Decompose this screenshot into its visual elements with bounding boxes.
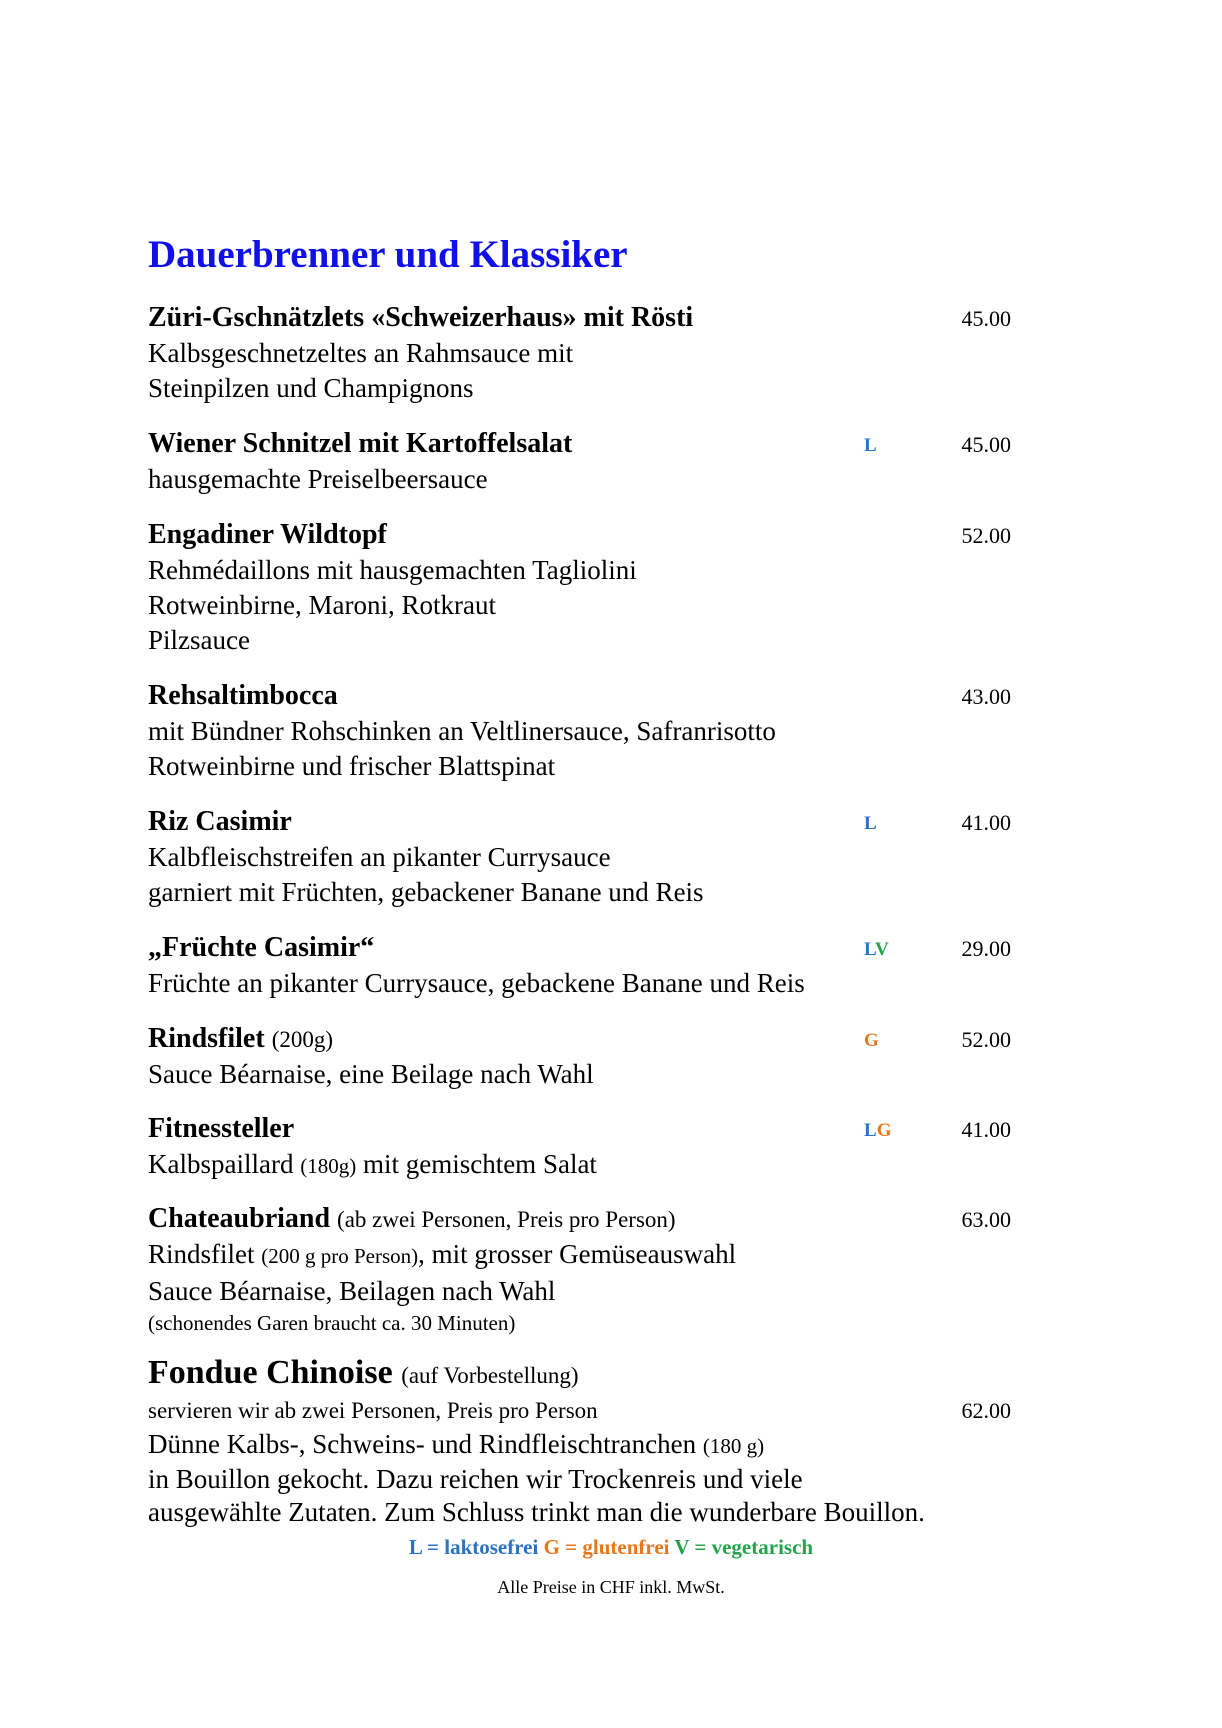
item-price: 41.00 [961, 810, 1011, 835]
lactose-free-badge: L [864, 813, 877, 834]
item-description-line [148, 1428, 1048, 1463]
gluten-free-badge: G [876, 1120, 892, 1141]
legend-lactose-free: L = laktosefrei [408, 1535, 539, 1559]
menu-item-rindsfilet [148, 1021, 1048, 1092]
item-price: 52.00 [961, 523, 1011, 548]
item-description-text: Kalbspaillard [148, 1149, 294, 1179]
item-description-line [148, 1237, 1048, 1274]
item-title: Wiener Schnitzel mit Kartoffelsalat [148, 428, 573, 459]
item-description-text: , mit grosser Gemüseauswahl [418, 1239, 737, 1269]
menu-item-chateaubriand [148, 1201, 1048, 1337]
item-order-note: (auf Vorbestellung) [401, 1363, 579, 1388]
item-title-text: Chateaubriand [148, 1203, 331, 1234]
item-description-line: Sauce Béarnaise, Beilagen nach Wahl [148, 1276, 556, 1306]
menu-item-fruechte-casimir [148, 930, 1048, 1001]
item-description-text: mit gemischtem Salat [362, 1149, 597, 1179]
item-price: 62.00 [961, 1398, 1011, 1423]
menu-item-zueri-gschnaetzlets [148, 300, 1048, 406]
item-title: Riz Casimir [148, 806, 292, 837]
item-description-line [148, 1147, 1048, 1184]
diet-badges [864, 1117, 891, 1145]
item-title: „Früchte Casimir“ [148, 932, 375, 963]
item-description-line: Steinpilzen und Champignons [148, 373, 474, 403]
item-price: 29.00 [961, 936, 1011, 961]
item-price: 45.00 [961, 306, 1011, 331]
diet-badges [864, 936, 889, 964]
item-price: 41.00 [961, 1117, 1011, 1142]
item-description-line: Kalbsgeschnetzeltes an Rahmsauce mit [148, 338, 574, 368]
item-title [148, 1021, 1048, 1057]
item-title: Engadiner Wildtopf [148, 519, 387, 550]
item-title: Fitnessteller [148, 1113, 295, 1144]
item-title [148, 1201, 1048, 1237]
item-description-line: Pilzsauce [148, 625, 250, 655]
item-description-line: Sauce Béarnaise, eine Beilage nach Wahl [148, 1059, 594, 1089]
diet-legend [0, 1535, 1222, 1560]
legend-vegetarian: V = vegetarisch [674, 1535, 814, 1559]
menu-item-riz-casimir [148, 804, 1048, 910]
lactose-free-badge: L [864, 435, 877, 456]
item-description-line: Rotweinbirne und frischer Blattspinat [148, 751, 556, 781]
menu-item-wiener-schnitzel [148, 426, 1048, 497]
item-description-text: Dünne Kalbs-, Schweins- und Rindfleischtranchen [148, 1429, 697, 1459]
item-weight-note: (180 g) [702, 1434, 765, 1458]
item-description-text: Rindsfilet [148, 1239, 255, 1269]
item-description-line: mit Bündner Rohschinken an Veltlinersauce, Safranrisotto [148, 716, 776, 746]
item-description-line: Kalbfleischstreifen an pikanter Currysauce [148, 842, 611, 872]
item-description-line: garniert mit Früchten, gebackener Banane und Reis [148, 877, 704, 907]
item-description-line: servieren wir ab zwei Personen, Preis pro Person [148, 1398, 598, 1423]
item-price: 52.00 [961, 1027, 1011, 1052]
menu-item-fitnessteller [148, 1111, 1048, 1184]
item-title: Rehsaltimbocca [148, 680, 338, 711]
gluten-free-badge: G [864, 1030, 879, 1051]
item-title: Züri-Gschnätzlets «Schweizerhaus» mit Rösti [148, 302, 694, 333]
price-footnote: Alle Preise in CHF inkl. MwSt. [497, 1577, 725, 1597]
item-weight-note: (180g) [300, 1154, 357, 1178]
item-title-text: Fondue Chinoise [148, 1354, 393, 1391]
vegetarian-badge: V [874, 939, 889, 960]
item-description-line: Rehmédaillons mit hausgemachten Tagliolini [148, 555, 637, 585]
item-title [148, 1352, 1048, 1394]
item-weight-note: (200g) [271, 1027, 334, 1052]
item-title-text: Rindsfilet [148, 1023, 265, 1054]
page-title: Dauerbrenner und Klassiker [148, 233, 628, 276]
menu-item-fondue-chinoise [148, 1352, 1048, 1529]
menu-item-rehsaltimbocca [148, 678, 1048, 784]
menu-item-engadiner-wildtopf [148, 517, 1048, 658]
item-price: 63.00 [961, 1207, 1011, 1232]
item-description-line: in Bouillon gekocht. Dazu reichen wir Trockenreis und viele [148, 1464, 803, 1494]
item-price: 43.00 [961, 684, 1011, 709]
item-description-line: Früchte an pikanter Currysauce, gebackene Banane und Reis [148, 968, 805, 998]
lactose-free-badge: L [864, 939, 875, 960]
legend-gluten-free: G = glutenfrei [543, 1535, 670, 1559]
item-price: 45.00 [961, 432, 1011, 457]
lactose-free-badge: L [864, 1120, 877, 1141]
item-description-line: hausgemachte Preiselbeersauce [148, 464, 488, 494]
item-description-line: ausgewählte Zutaten. Zum Schluss trinkt man die wunderbare Bouillon. [148, 1497, 925, 1527]
item-cooking-note: (schonendes Garen braucht ca. 30 Minuten) [148, 1311, 516, 1335]
item-serving-note: (ab zwei Personen, Preis pro Person) [337, 1207, 676, 1232]
item-description-line: Rotweinbirne, Maroni, Rotkraut [148, 590, 496, 620]
item-weight-note: (200 g pro Person) [261, 1244, 419, 1268]
